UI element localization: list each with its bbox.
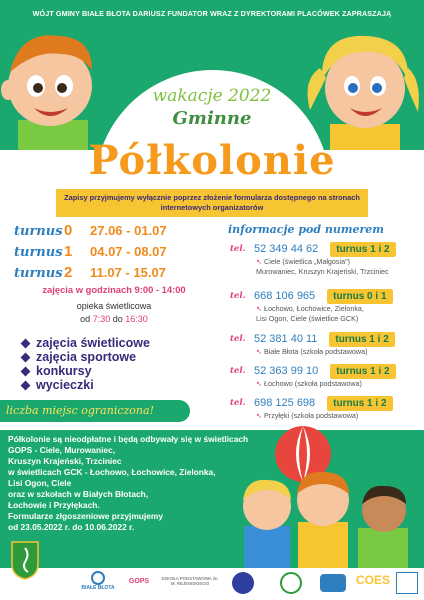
care-from-word: od [80,314,91,324]
phone-entry [230,241,396,277]
footer-line: oraz w szkołach w Białych Błotach, [8,489,149,499]
logo-gmina: BIAŁE BŁOTA [80,571,116,591]
turnus-badge: turnus 1 i 2 [327,396,392,411]
phone-number[interactable]: 52 349 44 62 [254,243,319,255]
turnus-row [14,222,167,240]
emblem-logo [280,572,302,594]
boy-illustration [0,20,118,150]
tel-label: tel. [230,291,246,301]
phone-entry [230,363,396,389]
phone-number[interactable]: 668 106 965 [254,290,316,302]
activity-label: konkursy [36,364,92,378]
list-item [22,364,150,378]
phone-entry [230,331,395,357]
phone-place: ↖ Łochowo, Łochowice, Zielonka, [256,304,364,313]
turnus-word: turnus [14,224,63,239]
arrow-icon: ↖ [256,304,263,313]
phone-number[interactable]: 52 363 99 10 [254,365,319,377]
tel-label: tel. [230,398,246,408]
phone-entry [230,395,393,421]
arrow-icon: ↖ [256,257,263,266]
registration-notice: Zapisy przyjmujemy wyłącznie poprzez złożenie formularza dostępnego na stronach internetowych organizatorów [56,189,368,217]
turnus-word: turnus [14,245,63,260]
phone-place: ↖ Białe Błota (szkoła podstawowa) [256,347,368,356]
tel-label: tel. [230,366,246,376]
arrow-icon: ↖ [256,379,263,388]
care-range [14,313,214,326]
list-item [22,336,150,350]
arrow-icon: ↖ [256,411,263,420]
kids-group-illustration [224,426,424,568]
tel-label: tel. [230,244,246,254]
turnus-number: 0 [64,222,73,239]
phone-place: ↖ Przyłęki (szkoła podstawowa) [256,411,359,420]
care-from: 7:30 [92,314,111,324]
bullet-icon [21,366,31,376]
care-label: opieka świetlicowa [76,301,152,311]
activity-hours: zajęcia w godzinach 9:00 - 14:00 [42,284,186,295]
tel-label: tel. [230,334,246,344]
bullet-icon [21,380,31,390]
phone-place: ↖ Łochowo (szkoła podstawowa) [256,379,362,388]
emblem-logo [232,572,254,594]
footer-line: Półkolonie są nieodpłatne i będą odbywały się w świetlicach [8,434,249,444]
phone-place-detail: Lisi Ogon, Ciele (świetlice GCK) [256,314,359,323]
turnus-badge: turnus 1 i 2 [330,364,395,379]
list-item [22,378,150,392]
care-to-word: do [112,314,123,324]
phone-entry [230,288,393,324]
phone-place: ↖ Ciele (świetlica „Małgosia") [256,257,351,266]
header-invitation: WÓJT GMINY BIAŁE BŁOTA DARIUSZ FUNDATOR WRAZ Z DYREKTORAMI PLACÓWEK ZAPRASZAJĄ [32,9,392,18]
phone-number[interactable]: 698 125 698 [254,397,316,409]
turnus-number: 2 [64,264,73,281]
turnus-word: turnus [14,266,63,281]
activity-label: zajęcia sportowe [36,350,137,364]
emblem-logo [320,574,346,592]
footer-line: Formularze złgoszeniowe przyjmujemy [8,511,163,521]
turnus-dates: 11.07 - 15.07 [90,265,166,280]
limited-places-banner: liczba miejsc ograniczona! [0,400,190,422]
activity-label: zajęcia świetlicowe [36,336,150,350]
phone-number[interactable]: 52 381 40 11 [254,333,318,345]
emblem-logo [396,572,418,594]
logo-gops: GOPS [128,578,150,585]
turnus-badge: turnus 0 i 1 [327,289,392,304]
turnus-row [14,243,167,261]
activity-list [22,336,150,392]
turnus-dates: 04.07 - 08.07 [90,244,167,259]
care-to: 16:30 [125,314,148,324]
care-hours [14,300,214,326]
coat-of-arms-icon [10,540,40,580]
footer-line: GOPS - Ciele, Murowaniec, [8,445,116,455]
footer-line: Kruszyn Krajeński, Trzciniec [8,456,122,466]
logo-coes: COES [355,573,390,587]
turnus-row [14,264,166,282]
footer-line: od 23.05.2022 r. do 10.06.2022 r. [8,522,135,532]
arrow-icon: ↖ [256,347,263,356]
footer-line: Łochowie i Przyłękach. [8,500,100,510]
turnus-badge: turnus 1 i 2 [330,242,395,257]
footer-line: w świetlicach GCK - Łochowo, Łochowice, Zielonka, [8,467,216,477]
info-title: informacje pod numerem [228,223,384,236]
list-item [22,350,150,364]
bullet-icon [21,352,31,362]
footer-line: Lisi Ogon, Ciele [8,478,72,488]
turnus-dates: 27.06 - 01.07 [90,223,167,238]
title-season: wakacje 2022 [152,86,272,106]
turnus-number: 1 [64,243,73,260]
phone-place-detail: Murowaniec, Kruszyn Krajeński, Trzciniec [256,267,389,276]
logo-school: SZKOŁA PODSTAWOWA im. M. REJEWSKIEGO [161,576,219,586]
activity-label: wycieczki [36,378,94,392]
title-kind: Gminne [172,108,252,129]
footer-info [8,434,258,533]
bullet-icon [21,338,31,348]
title-name: Półkolonie [88,137,336,184]
turnus-badge: turnus 1 i 2 [329,332,394,347]
